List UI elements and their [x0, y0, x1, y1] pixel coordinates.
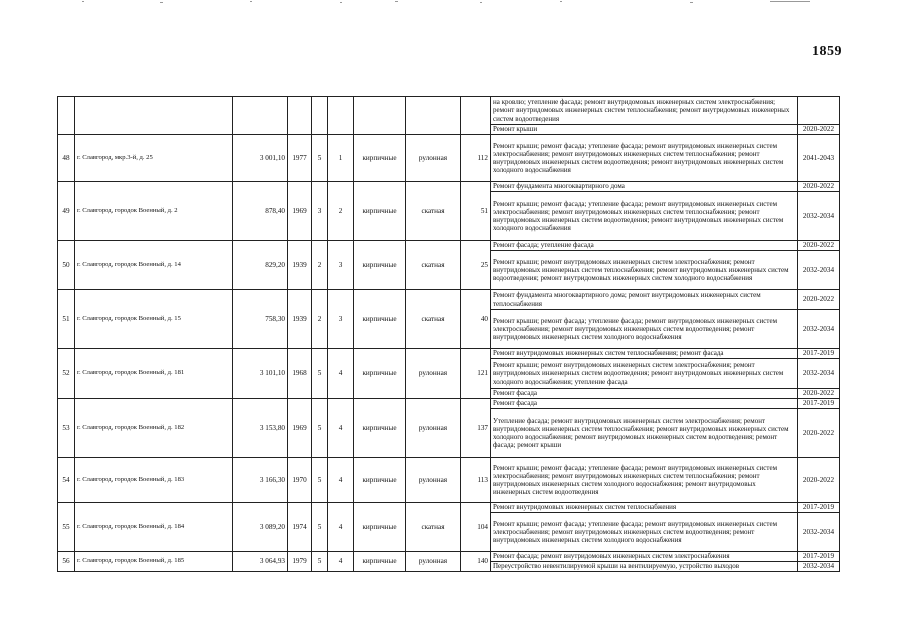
work-cell: Ремонт фасада; ремонт внутридомовых инженерных систем электроснабжения: [491, 552, 798, 562]
year-cell: 1939: [288, 241, 312, 290]
address-cell: г. Славгород, городок Военный, д. 184: [75, 503, 233, 552]
walls-cell: кирпичные: [354, 552, 406, 572]
period-cell: 2032-2034: [798, 192, 840, 241]
roof-cell: рулонная: [406, 458, 461, 503]
entrances-cell: 4: [328, 399, 354, 458]
row-number: 54: [58, 458, 75, 503]
walls-cell: кирпичные: [354, 503, 406, 552]
period-cell: 2032-2034: [798, 359, 840, 389]
period-cell: 2017-2019: [798, 399, 840, 409]
residents-cell: 25: [461, 241, 491, 290]
row-number: 49: [58, 182, 75, 241]
work-cell: Ремонт крыши: [491, 125, 798, 135]
address-cell: г. Славгород, городок Военный, д. 181: [75, 349, 233, 399]
year-cell: 1939: [288, 290, 312, 349]
table-row: [58, 290, 840, 310]
floors-cell: 5: [312, 503, 328, 552]
area-cell: 3 089,20: [233, 503, 288, 552]
year-cell: [288, 97, 312, 135]
floors-cell: 5: [312, 552, 328, 572]
num-cell: [58, 97, 75, 135]
table-body: [58, 97, 840, 572]
period-cell: 2020-2022: [798, 458, 840, 503]
work-cell: Ремонт крыши; ремонт фасада; утепление фасада; ремонт внутридомовых инженерных систем электроснабжения; ремонт внутридомовых инженерных систем водоотведения; ремонт внутридомовых инженерных систем холодного водоснабжения: [491, 310, 798, 349]
roof-cell: рулонная: [406, 552, 461, 572]
row-number: 48: [58, 135, 75, 182]
roof-cell: скатная: [406, 290, 461, 349]
area-cell: 3 001,10: [233, 135, 288, 182]
area-cell: 829,20: [233, 241, 288, 290]
period-cell: 2032-2034: [798, 513, 840, 552]
table-row: [58, 349, 840, 359]
table-row: [58, 97, 840, 125]
area-cell: 3 153,80: [233, 399, 288, 458]
period-cell: 2032-2034: [798, 251, 840, 290]
work-cell: Ремонт внутридомовых инженерных систем теплоснабжения: [491, 503, 798, 513]
area-cell: 3 064,93: [233, 552, 288, 572]
floors-cell: 5: [312, 135, 328, 182]
table-row: [58, 552, 840, 562]
entrances-cell: 3: [328, 290, 354, 349]
period-cell: 2020-2022: [798, 125, 840, 135]
work-cell: Утепление фасада; ремонт внутридомовых инженерных систем электроснабжения; ремонт внутридомовых инженерных систем теплоснабжения; ремонт внутридомовых инженерных систем холодного водоснабжения; ремонт внутридомовых инженерных систем водоотведения; ремонт фасада; ремонт крыши: [491, 409, 798, 458]
residents-cell: 112: [461, 135, 491, 182]
table-row: [58, 182, 840, 192]
work-cell: Ремонт фасада: [491, 399, 798, 409]
area-cell: 758,30: [233, 290, 288, 349]
work-cell: Ремонт крыши; ремонт фасада; утепление фасада; ремонт внутридомовых инженерных систем электроснабжения; ремонт внутридомовых инженерных систем теплоснабжения; ремонт внутридомовых инженерных систем водоотведения; ремонт внутридомовых инженерных систем холодного водоснабжения: [491, 135, 798, 182]
walls-cell: кирпичные: [354, 399, 406, 458]
period-cell: 2020-2022: [798, 290, 840, 310]
work-cell: Переустройство невентилируемой крыши на вентилируемую, устройство выходов: [491, 562, 798, 572]
address-cell: г. Славгород, городок Военный, д. 14: [75, 241, 233, 290]
address-cell: [75, 97, 233, 135]
work-cell: Ремонт крыши; ремонт внутридомовых инженерных систем электроснабжения; ремонт внутридомовых инженерных систем теплоснабжения; ремонт внутридомовых инженерных систем водоотведения; ремонт внутридомовых инженерных систем холодного водоснабжения: [491, 251, 798, 290]
roof-cell: рулонная: [406, 349, 461, 399]
work-cell: Ремонт крыши; ремонт внутридомовых инженерных систем электроснабжения; ремонт внутридомовых инженерных систем водоотведения; ремонт внутридомовых инженерных систем холодного водоснабжения; утепление фасада: [491, 359, 798, 389]
row-number: 50: [58, 241, 75, 290]
floors-cell: 3: [312, 182, 328, 241]
work-cell: Ремонт крыши; ремонт фасада; утепление фасада; ремонт внутридомовых инженерных систем электроснабжения; ремонт внутридомовых инженерных систем водоотведения; ремонт внутридомовых инженерных систем холодного водоснабжения: [491, 513, 798, 552]
period-cell: 2017-2019: [798, 349, 840, 359]
roof-cell: рулонная: [406, 135, 461, 182]
period-cell: 2032-2034: [798, 310, 840, 349]
floors-cell: [312, 97, 328, 135]
floors-cell: 5: [312, 349, 328, 399]
roof-cell: рулонная: [406, 399, 461, 458]
residents-cell: 104: [461, 503, 491, 552]
walls-cell: кирпичные: [354, 241, 406, 290]
table-row: [58, 135, 840, 182]
walls-cell: кирпичные: [354, 135, 406, 182]
repair-schedule-table: [57, 96, 840, 572]
work-cell: Ремонт фундамента многоквартирного дома; ремонт внутридомовых инженерных систем теплоснабжения: [491, 290, 798, 310]
address-cell: г. Славгород, городок Военный, д. 2: [75, 182, 233, 241]
period-cell: 2020-2022: [798, 182, 840, 192]
walls-cell: кирпичные: [354, 290, 406, 349]
year-cell: 1970: [288, 458, 312, 503]
entrances-cell: [328, 97, 354, 135]
residents-cell: 40: [461, 290, 491, 349]
address-cell: г. Славгород, городок Военный, д. 185: [75, 552, 233, 572]
address-cell: г. Славгород, мкр.3-й, д. 25: [75, 135, 233, 182]
scan-specks: [0, 0, 905, 6]
entrances-cell: 4: [328, 503, 354, 552]
walls-cell: кирпичные: [354, 458, 406, 503]
page-number: 1859: [812, 44, 842, 59]
residents-cell: 51: [461, 182, 491, 241]
period-cell: 2041-2043: [798, 135, 840, 182]
row-number: 52: [58, 349, 75, 399]
period-cell: 2017-2019: [798, 552, 840, 562]
table-row: [58, 241, 840, 251]
floors-cell: 5: [312, 458, 328, 503]
residents-cell: 121: [461, 349, 491, 399]
walls-cell: кирпичные: [354, 182, 406, 241]
entrances-cell: 4: [328, 552, 354, 572]
floors-cell: 5: [312, 399, 328, 458]
year-cell: 1969: [288, 399, 312, 458]
work-cell: Ремонт фундамента многоквартирного дома: [491, 182, 798, 192]
row-number: 53: [58, 399, 75, 458]
residents-cell: [461, 97, 491, 135]
period-cell: 2020-2022: [798, 241, 840, 251]
entrances-cell: 3: [328, 241, 354, 290]
entrances-cell: 2: [328, 182, 354, 241]
area-cell: 3 101,10: [233, 349, 288, 399]
work-cell: Ремонт крыши; ремонт фасада; утепление фасада; ремонт внутридомовых инженерных систем электроснабжения; ремонт внутридомовых инженерных систем теплоснабжения; ремонт внутридомовых инженерных систем холодного водоснабжения; ремонт внутридомовых инженерных систем водоотведения: [491, 458, 798, 503]
year-cell: 1969: [288, 182, 312, 241]
entrances-cell: 4: [328, 349, 354, 399]
period-cell: 2020-2022: [798, 389, 840, 399]
period-cell: 2032-2034: [798, 562, 840, 572]
row-number: 51: [58, 290, 75, 349]
address-cell: г. Славгород, городок Военный, д. 182: [75, 399, 233, 458]
address-cell: г. Славгород, городок Военный, д. 183: [75, 458, 233, 503]
walls-cell: [354, 97, 406, 135]
area-cell: 3 166,30: [233, 458, 288, 503]
work-cell: Ремонт фасада; утепление фасада: [491, 241, 798, 251]
roof-cell: скатная: [406, 241, 461, 290]
row-number: 56: [58, 552, 75, 572]
entrances-cell: 1: [328, 135, 354, 182]
walls-cell: кирпичные: [354, 349, 406, 399]
table-row: [58, 399, 840, 409]
period-cell: 2017-2019: [798, 503, 840, 513]
year-cell: 1977: [288, 135, 312, 182]
period-cell: [798, 97, 840, 125]
area-cell: 878,40: [233, 182, 288, 241]
residents-cell: 137: [461, 399, 491, 458]
floors-cell: 2: [312, 290, 328, 349]
roof-cell: скатная: [406, 182, 461, 241]
residents-cell: 113: [461, 458, 491, 503]
year-cell: 1979: [288, 552, 312, 572]
table-row: [58, 503, 840, 513]
roof-cell: [406, 97, 461, 135]
work-cell: на кровлю; утепление фасада; ремонт внутридомовых инженерных систем электроснабжения; ремонт внутридомовых инженерных систем теплоснабжения; ремонт внутридомовых инженерных систем водоотведения: [491, 97, 798, 125]
row-number: 55: [58, 503, 75, 552]
entrances-cell: 4: [328, 458, 354, 503]
roof-cell: скатная: [406, 503, 461, 552]
work-cell: Ремонт фасада: [491, 389, 798, 399]
year-cell: 1974: [288, 503, 312, 552]
work-cell: Ремонт крыши; ремонт фасада; утепление фасада; ремонт внутридомовых инженерных систем электроснабжения; ремонт внутридомовых инженерных систем теплоснабжения; ремонт внутридомовых инженерных систем водоотведения; ремонт внутридомовых инженерных систем холодного водоснабжения: [491, 192, 798, 241]
residents-cell: 140: [461, 552, 491, 572]
floors-cell: 2: [312, 241, 328, 290]
area-cell: [233, 97, 288, 135]
address-cell: г. Славгород, городок Военный, д. 15: [75, 290, 233, 349]
year-cell: 1968: [288, 349, 312, 399]
table-row: [58, 458, 840, 503]
period-cell: 2020-2022: [798, 409, 840, 458]
work-cell: Ремонт внутридомовых инженерных систем теплоснабжения; ремонт фасада: [491, 349, 798, 359]
